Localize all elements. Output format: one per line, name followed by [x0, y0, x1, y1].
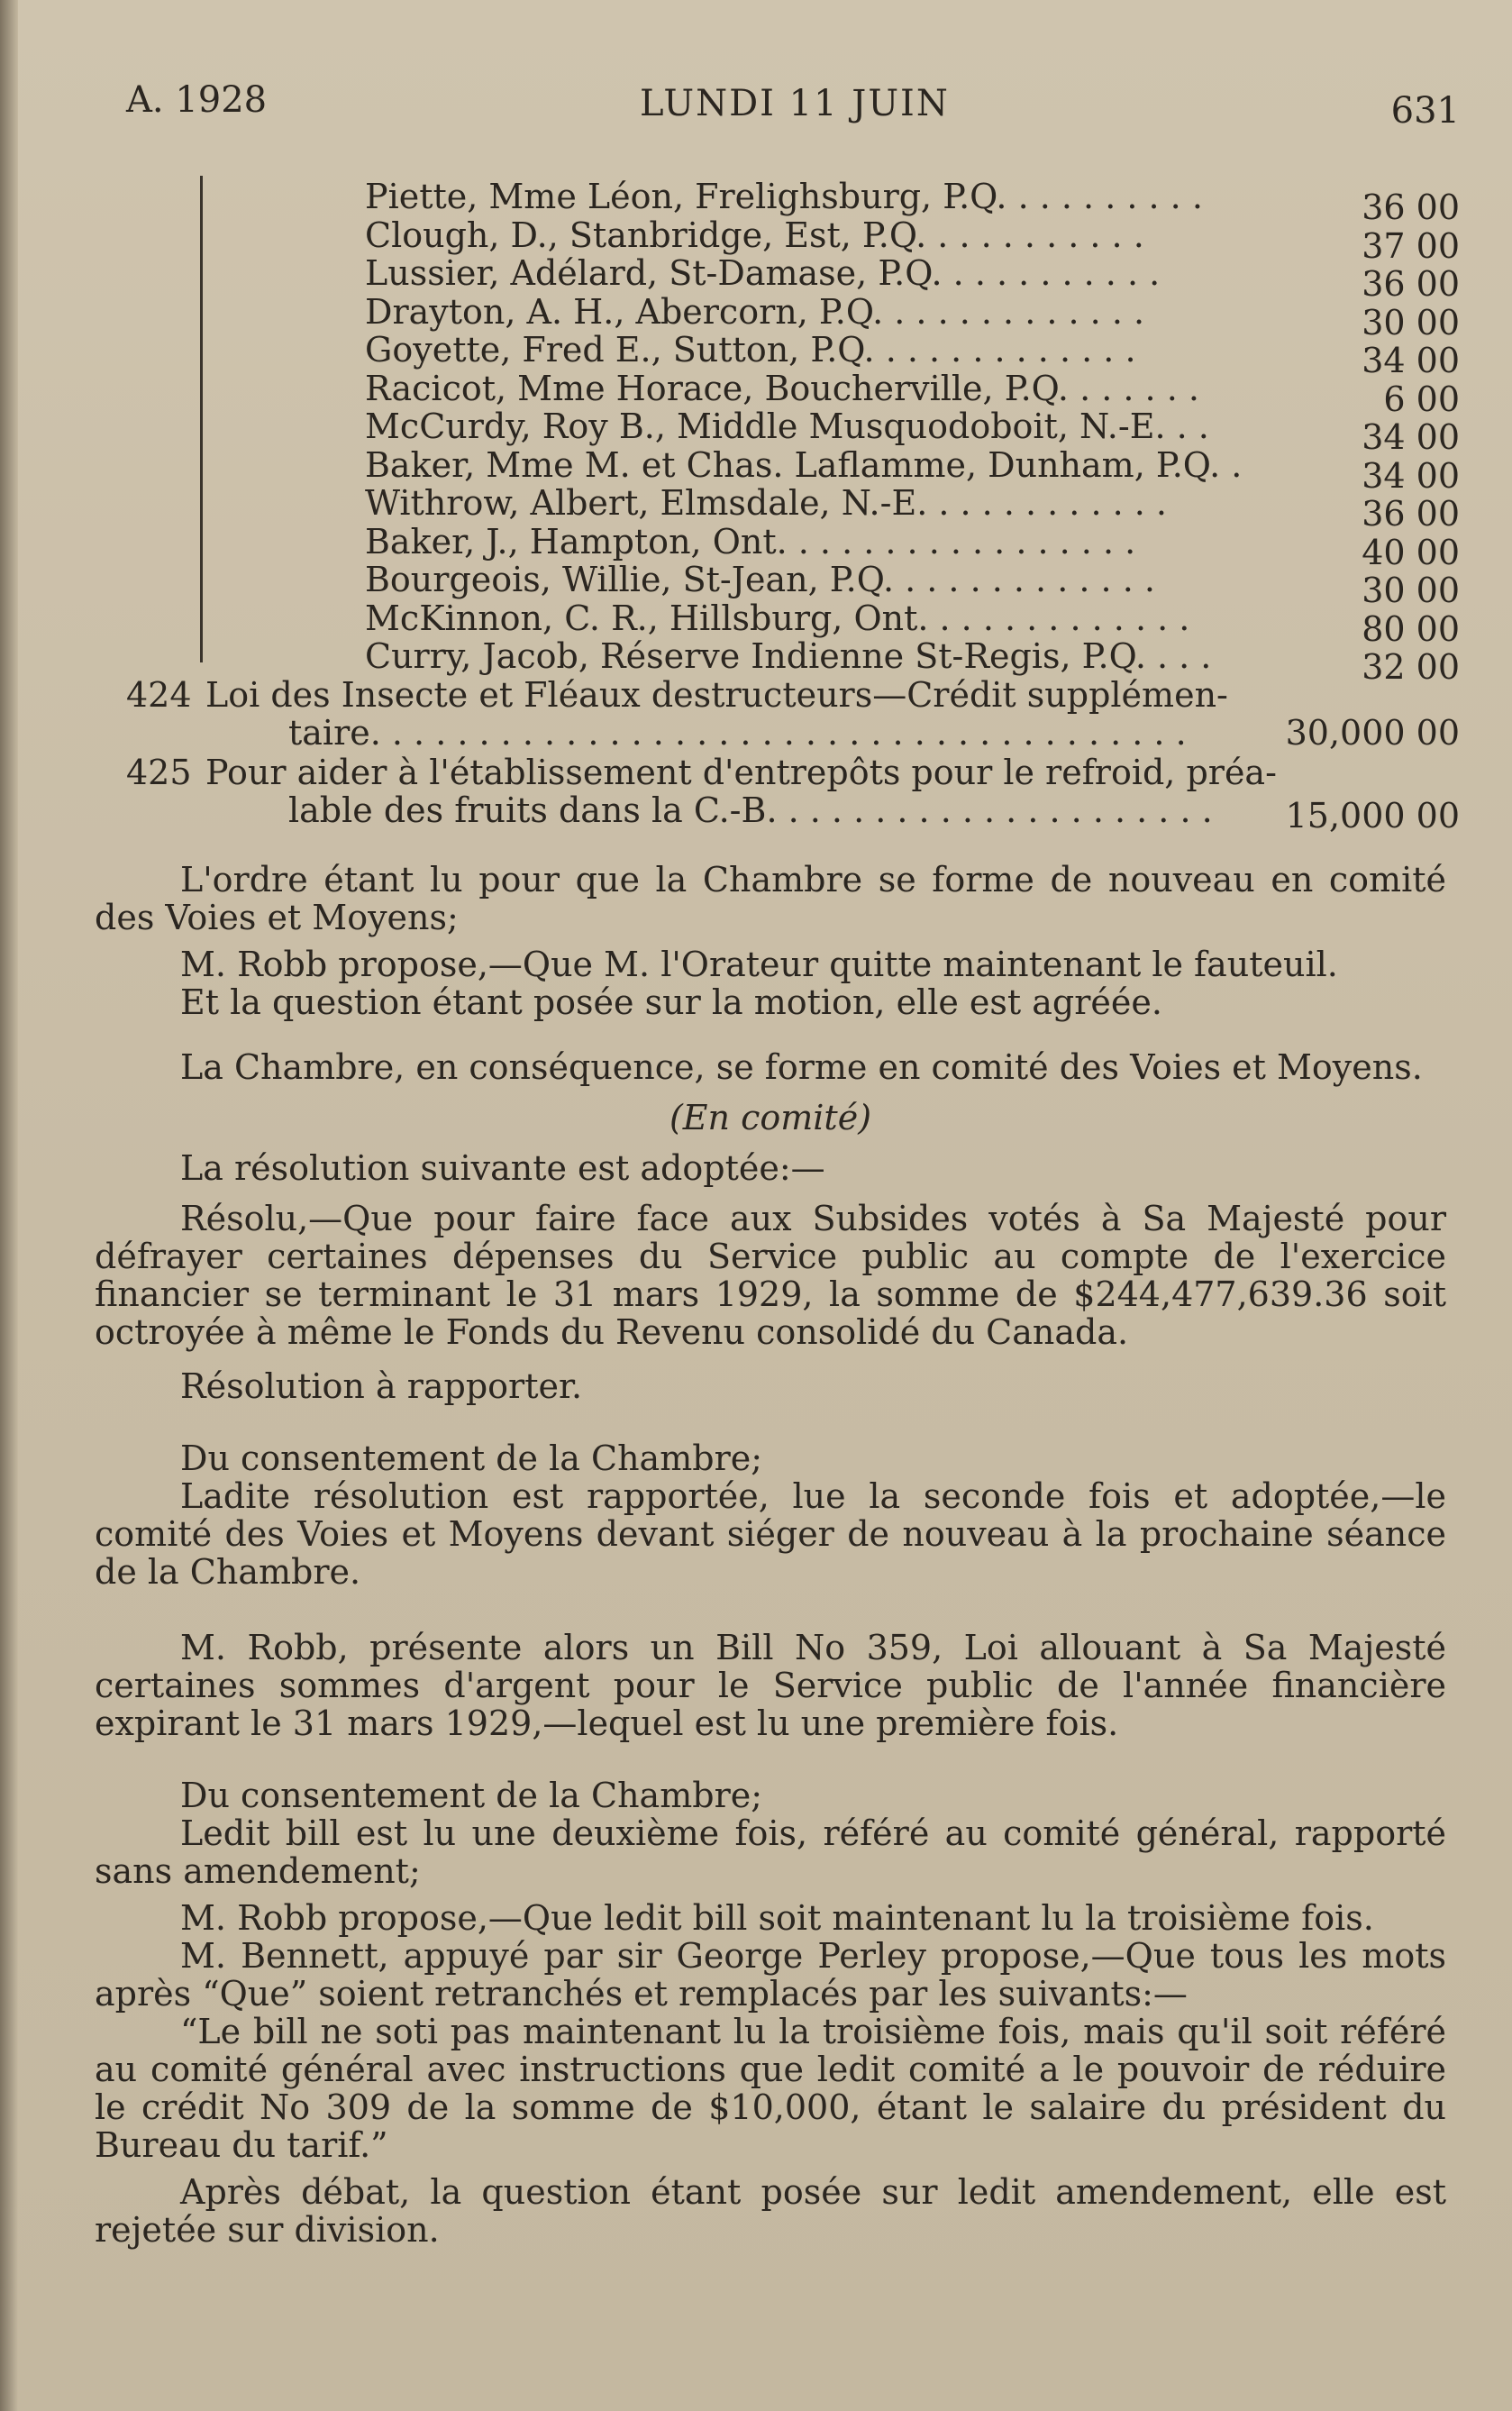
section-heading: (En comité)	[669, 1098, 872, 1137]
paragraph: Ladite résolution est rapportée, lue la seconde fois et adoptée,—le comité des Voies et Moyens devant siéger de nouveau à la prochaine séance de la Chambre.	[95, 1476, 1446, 1592]
vote-amount: 15,000 00	[1285, 795, 1460, 836]
vote-number: 425	[126, 752, 192, 792]
vote-item-425	[126, 752, 1460, 836]
page-date: LUNDI 11 JUIN	[640, 83, 950, 124]
paragraph: M. Robb propose,—Que ledit bill soit maintenant lu la troisième fois.	[180, 1898, 1374, 1938]
paragraph: Ledit bill est lu une deuxième fois, référé au comité général, rapporté sans amendement;	[95, 1813, 1446, 1891]
list-item: Goyette, Fred E., Sutton, P.Q. . . . . . . . . . . . . 34 00	[365, 330, 1460, 380]
payment-list	[126, 177, 1460, 836]
paragraph: Et la question étant posée sur la motion, elle est agréée.	[180, 982, 1162, 1022]
paragraph: M. Robb, présente alors un Bill No 359, Loi allouant à Sa Majesté certaines sommes d'argent pour le Service public de l'année financière expirant le 31 mars 1929,—lequel est lu une première fois.	[95, 1628, 1446, 1743]
list-item: Piette, Mme Léon, Frelighsburg, P.Q. . . . . . . . . . 36 00	[365, 177, 1460, 227]
page-binding-edge	[0, 0, 18, 2411]
proceedings-text	[95, 861, 1446, 2249]
vote-number: 424	[126, 674, 192, 715]
list-item: Baker, Mme M. et Chas. Laflamme, Dunham, P.Q. . 34 00	[365, 444, 1460, 496]
paragraph: L'ordre étant lu pour que la Chambre se forme de nouveau en comité des Voies et Moyens;	[95, 860, 1446, 937]
list-item: Racicot, Mme Horace, Boucherville, P.Q. . . . . . . 6 00	[365, 368, 1460, 419]
paragraph: Résolution à rapporter.	[180, 1366, 583, 1406]
list-item: McCurdy, Roy B., Middle Musquodoboit, N.-E. . . 34 00	[365, 406, 1460, 457]
paragraph: M. Robb propose,—Que M. l'Orateur quitte maintenant le fauteuil.	[180, 945, 1338, 984]
paragraph: Du consentement de la Chambre;	[180, 1776, 763, 1815]
paragraph: La Chambre, en conséquence, se forme en comité des Voies et Moyens.	[180, 1047, 1423, 1087]
vote-text: Loi des Insecte et Fléaux destructeurs—Crédit supplémen-	[205, 674, 1228, 715]
list-item: Baker, J., Hampton, Ont. . . . . . . . . . . . . . . . . 40 00	[365, 521, 1460, 572]
paragraph: La résolution suivante est adoptée:—	[180, 1148, 825, 1188]
vote-text-continued: lable des fruits dans la C.-B. . . . . . . . . . . . . . . . . . . . .	[288, 790, 1213, 830]
session-label: A. 1928	[126, 79, 268, 121]
paragraph: Après débat, la question étant posée sur ledit amendement, elle est rejetée sur division.	[95, 2172, 1446, 2250]
list-item: Drayton, A. H., Abercorn, P.Q. . . . . . . . . . . . . 30 00	[365, 291, 1460, 342]
vote-item-424	[126, 676, 1460, 753]
page-number: 631	[1390, 90, 1460, 132]
list-item: Clough, D., Stanbridge, Est, P.Q. . . . . . . . . . . 37 00	[365, 215, 1460, 266]
paragraph: Résolu,—Que pour faire face aux Subsides votés à Sa Majesté pour défrayer certaines dépenses du Service public au compte de l'exercice financier se terminant le 31 mars 1929, la somme de $244,477,639.36 soit octroyée à même le Fonds du Revenu consolidé du Canada.	[95, 1199, 1446, 1352]
paragraph: Du consentement de la Chambre;	[180, 1438, 763, 1478]
list-item: McKinnon, C. R., Hillsburg, Ont. . . . . . . . . . . . . 80 00	[365, 598, 1460, 649]
page-header	[126, 79, 1460, 133]
list-item: Withrow, Albert, Elmsdale, N.-E. . . . . . . . . . . . 36 00	[365, 483, 1460, 534]
list-item: Curry, Jacob, Réserve Indienne St-Regis, P.Q. . . . 32 00	[365, 636, 1460, 687]
vote-text: Pour aider à l'établissement d'entrepôts pour le refroid, préa-	[205, 752, 1277, 792]
vote-text-continued: taire. . . . . . . . . . . . . . . . . . . . . . . . . . . . . . . . . . . . . .	[288, 712, 1187, 753]
paragraph: M. Bennett, appuyé par sir George Perley propose,—Que tous les mots après “Que” soient retranchés et remplacés par les suivants:—	[95, 1936, 1446, 2014]
list-item: Bourgeois, Willie, St-Jean, P.Q. . . . . . . . . . . . . 30 00	[365, 560, 1460, 610]
paragraph: “Le bill ne soti pas maintenant lu la troisième fois, mais qu'il soit référé au comité général avec instructions que ledit comité a le pouvoir de réduire le crédit No 309 de la somme de $10,000, étant le salaire du président du Bureau du tarif.”	[95, 2012, 1446, 2165]
list-item: Lussier, Adélard, St-Damase, P.Q. . . . . . . . . . . 36 00	[365, 253, 1460, 304]
vote-amount: 30,000 00	[1285, 712, 1460, 753]
